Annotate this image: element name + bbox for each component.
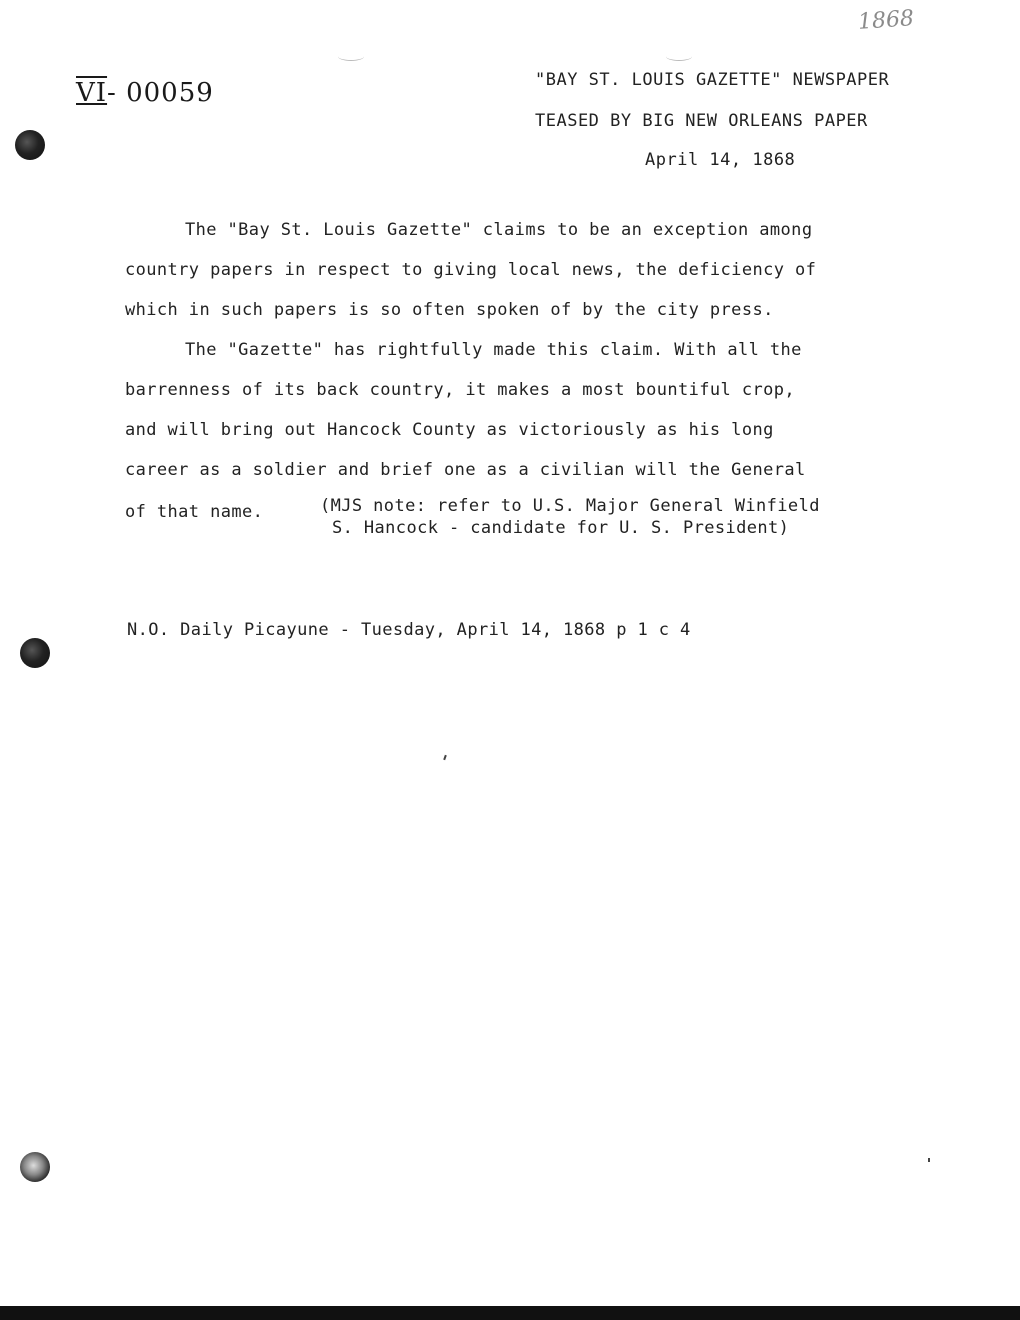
fold-mark	[666, 52, 692, 61]
paragraph-2-line: barrenness of its back country, it makes a most bountiful crop,	[125, 380, 795, 400]
title-line-1: "BAY ST. LOUIS GAZETTE" NEWSPAPER	[535, 70, 890, 90]
paragraph-1-line: The "Bay St. Louis Gazette" claims to be an exception among	[185, 220, 813, 240]
punch-hole	[15, 130, 45, 160]
paragraph-2-line: The "Gazette" has rightfully made this claim. With all the	[185, 340, 802, 360]
editor-note-line-2: S. Hancock - candidate for U. S. President)	[332, 518, 790, 538]
paragraph-2-line: and will bring out Hancock County as victoriously as his long	[125, 420, 774, 440]
document-id	[76, 78, 214, 108]
article-date: April 14, 1868	[645, 150, 796, 170]
paragraph-2-line: of that name.	[125, 502, 264, 522]
doc-id-roman: VI	[76, 78, 108, 108]
speck	[443, 755, 447, 760]
paragraph-1-line: country papers in respect to giving local news, the deficiency of	[125, 260, 817, 280]
speck	[928, 1158, 930, 1162]
scan-edge-bar	[0, 1306, 1020, 1320]
editor-note-line-1: (MJS note: refer to U.S. Major General Winfield	[320, 496, 820, 516]
paragraph-2-line: career as a soldier and brief one as a civilian will the General	[125, 460, 806, 480]
punch-hole	[20, 1152, 50, 1182]
doc-id-number: - 00059	[107, 78, 214, 108]
punch-hole	[20, 638, 50, 668]
handwritten-year: 1868	[857, 6, 915, 35]
title-line-2: TEASED BY BIG NEW ORLEANS PAPER	[535, 111, 868, 131]
source-citation: N.O. Daily Picayune - Tuesday, April 14, 1868 p 1 c 4	[127, 620, 691, 640]
fold-mark	[338, 52, 364, 61]
paragraph-1-line: which in such papers is so often spoken of by the city press.	[125, 300, 774, 320]
